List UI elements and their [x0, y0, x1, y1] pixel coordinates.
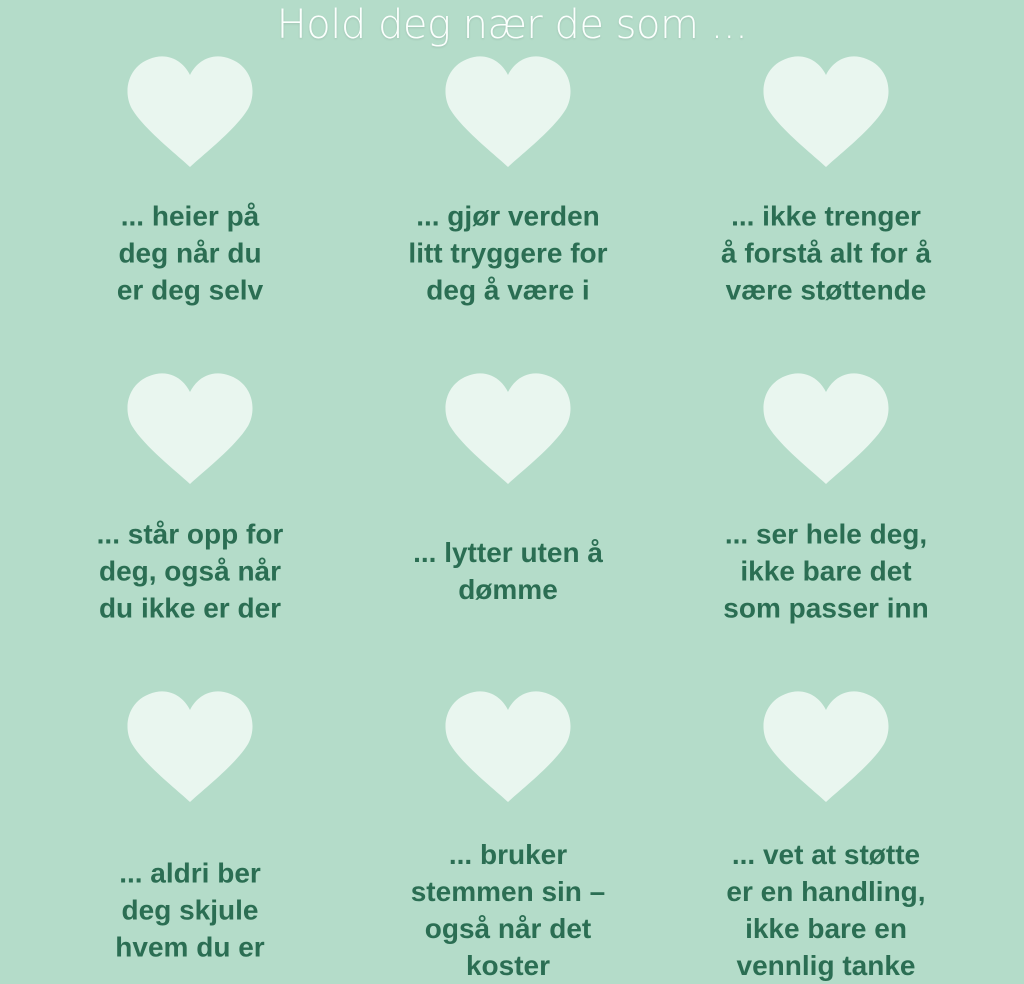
caption-line: er deg selv — [116, 274, 264, 306]
caption — [667, 836, 985, 984]
caption-line: å forstå alt for å — [720, 237, 932, 269]
caption-line: deg skjule — [121, 894, 259, 926]
caption — [349, 836, 667, 984]
caption-line: ... heier på — [120, 200, 260, 232]
caption-line: være støttende — [725, 274, 927, 306]
caption-line: deg, også når — [98, 555, 282, 587]
caption-line: også når det — [424, 913, 592, 944]
heart-icon — [126, 55, 254, 169]
caption-line: deg å være i — [426, 274, 590, 306]
caption-line: som passer inn — [723, 592, 929, 624]
caption-line: ... aldri ber — [119, 857, 261, 889]
caption-line: ... bruker — [448, 839, 568, 870]
caption — [349, 534, 667, 608]
heart-icon — [444, 372, 572, 486]
caption — [349, 198, 667, 309]
heart-icon — [126, 372, 254, 486]
caption-line: ikke bare det — [740, 555, 912, 587]
page-title: Hold deg nær de som ... — [276, 2, 748, 48]
caption-line: er en handling, — [726, 876, 926, 907]
caption-line: ... ikke trenger — [731, 200, 921, 232]
caption-line: stemmen sin – — [410, 876, 606, 907]
caption — [31, 198, 349, 309]
caption-line: ... står opp for — [96, 518, 284, 550]
caption-line: du ikke er der — [98, 592, 282, 624]
heart-icon — [444, 690, 572, 804]
caption-line: dømme — [458, 574, 558, 605]
heart-icon — [444, 55, 572, 169]
heart-icon — [126, 690, 254, 804]
heart-icon — [762, 55, 890, 169]
caption-line: ikke bare en — [745, 913, 907, 944]
caption-line: deg når du — [118, 237, 262, 269]
caption — [667, 516, 985, 627]
caption-line: ... lytter uten å — [413, 537, 603, 568]
caption — [31, 516, 349, 627]
caption-line: hvem du er — [115, 931, 265, 963]
caption — [31, 855, 349, 966]
caption-line: litt tryggere for — [408, 237, 608, 269]
caption-line: ... vet at støtte — [731, 839, 921, 870]
caption — [667, 198, 985, 309]
heart-icon — [762, 690, 890, 804]
caption-line: ... gjør verden — [416, 200, 600, 232]
caption-line: ... ser hele deg, — [724, 518, 928, 550]
caption-line: vennlig tanke — [736, 950, 916, 981]
caption-line: koster — [465, 950, 551, 981]
heart-icon — [762, 372, 890, 486]
